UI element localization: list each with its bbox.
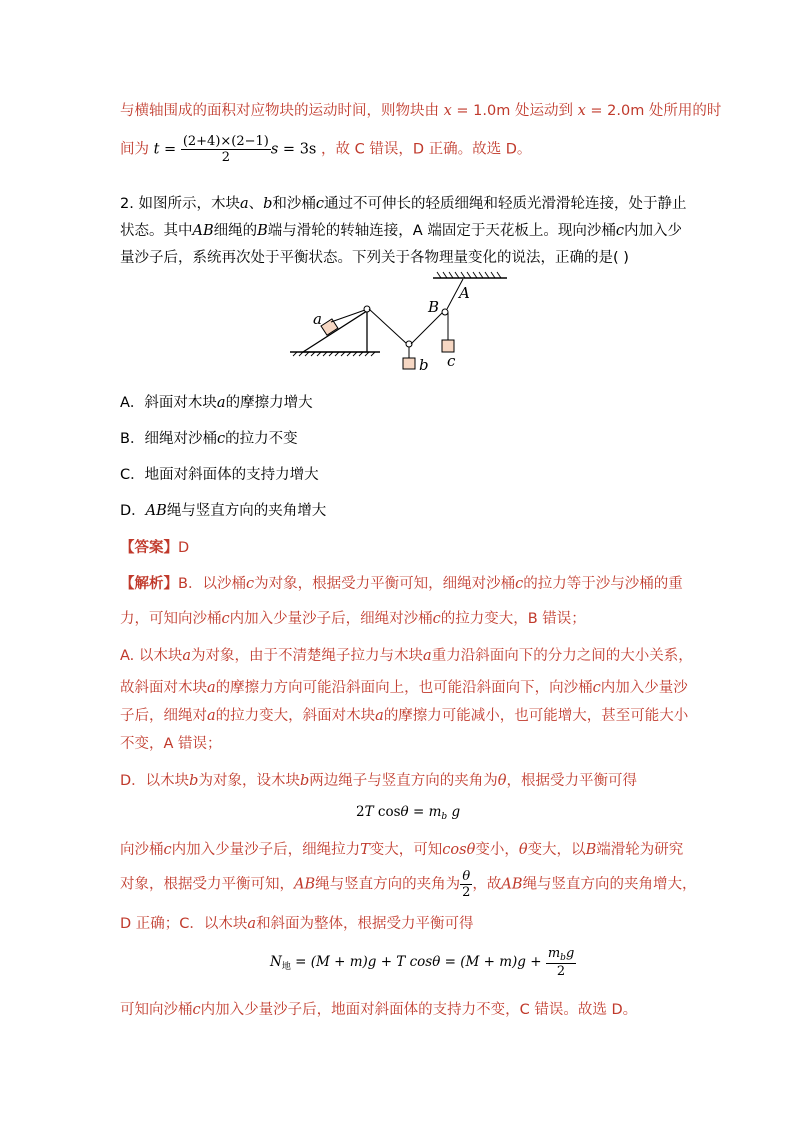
- var-T: T: [364, 804, 374, 820]
- fraction-theta-half: [460, 869, 472, 900]
- text: 的拉力不变: [225, 431, 298, 447]
- var: θ: [518, 842, 528, 858]
- text: 绳与竖直方向的夹角增大: [166, 503, 327, 519]
- var: AB: [145, 503, 167, 519]
- text: 、: [248, 196, 264, 212]
- text: 变大，以: [527, 842, 586, 858]
- text: 两边绳子与竖直方向的夹角为: [309, 773, 498, 789]
- text: 2. 如图所示，木块: [120, 196, 240, 212]
- text: C．地面对斜面体的支持力增大: [120, 467, 319, 483]
- var-t: t: [153, 141, 160, 158]
- var: cosθ: [442, 842, 476, 858]
- var: AB: [294, 876, 316, 893]
- text: = 1.0m 处运动到: [451, 103, 578, 119]
- subscript: b: [560, 953, 566, 963]
- text: 间为: [120, 141, 154, 158]
- option-c: [120, 463, 680, 484]
- text: 对象，根据受力平衡可知，: [120, 876, 294, 893]
- physics-figure: [285, 270, 515, 380]
- var: c: [615, 223, 624, 239]
- analysis-p1: [120, 572, 683, 593]
- equation-1: [356, 804, 460, 822]
- var: c: [515, 576, 524, 592]
- text: D．以木块: [120, 773, 190, 789]
- ceiling-hatch: [437, 272, 501, 278]
- var: c: [592, 680, 601, 696]
- rope-left: [369, 309, 407, 344]
- var: T: [360, 842, 370, 858]
- var: θ: [497, 773, 507, 789]
- label-b: b: [419, 356, 429, 374]
- var: a: [239, 196, 249, 212]
- equation-2: [270, 946, 576, 979]
- var: B: [585, 842, 597, 858]
- fraction: [181, 134, 271, 165]
- text: 故斜面对木块: [120, 680, 207, 696]
- text: ，根据受力平衡可得: [506, 773, 637, 789]
- text: = 2.0m 处所用的时: [585, 103, 722, 119]
- var: b: [299, 773, 310, 789]
- analysis-p9: [120, 869, 697, 900]
- answer-label: 【答案】: [120, 540, 178, 556]
- equals: =: [408, 804, 429, 820]
- var-g: g: [565, 946, 575, 961]
- text: B．细绳对沙桶: [120, 431, 217, 447]
- option-b: [120, 427, 680, 448]
- label-A: A: [459, 284, 470, 302]
- var: a: [207, 708, 216, 724]
- text: A．斜面对木块: [120, 395, 217, 411]
- text: 内加入少量沙: [600, 680, 688, 696]
- answer-value: D: [178, 540, 190, 556]
- var: a: [207, 680, 216, 696]
- text: 内加入少量沙子后，细绳拉力: [171, 842, 361, 858]
- text: 的摩擦力方向可能沿斜面向上，也可能沿斜面向下，向沙桶: [215, 680, 593, 696]
- denominator: 2: [556, 964, 566, 979]
- text: D．: [120, 503, 146, 519]
- numerator: (2+4)×(2−1): [182, 134, 269, 149]
- analysis-p10: [120, 912, 680, 933]
- var-x: x: [443, 103, 452, 119]
- unit: s: [270, 141, 279, 158]
- var: c: [245, 576, 255, 592]
- text: 内加入少量沙子后，细绳对沙桶: [229, 611, 433, 627]
- var-N: N: [270, 954, 282, 970]
- var: AB: [501, 876, 523, 893]
- var: B: [257, 223, 268, 239]
- prev-solution-line-1: [120, 99, 722, 120]
- text: =: [159, 141, 181, 158]
- question-line-2: [120, 219, 680, 240]
- label-c: c: [447, 352, 456, 370]
- text: 状态。其中: [120, 223, 193, 239]
- text: 为对象，根据受力平衡可知，细绳对沙桶: [254, 576, 516, 592]
- text: 的拉力变大，斜面对木块: [215, 708, 376, 724]
- text: 向沙桶: [120, 842, 164, 858]
- var-g: g: [447, 804, 461, 820]
- analysis-label: 【解析】: [120, 576, 178, 592]
- denominator: 2: [462, 885, 471, 900]
- label-B: B: [428, 298, 440, 316]
- text: D 正确；C．以木块: [120, 916, 248, 932]
- text: 子后，细绳对: [120, 708, 207, 724]
- var: c: [221, 611, 230, 627]
- var: c: [216, 431, 226, 447]
- var: a: [375, 708, 384, 724]
- numerator: θ: [460, 869, 472, 885]
- var: c: [163, 842, 172, 858]
- analysis-p4: [120, 676, 688, 697]
- text: 绳与竖直方向的夹角增大，: [522, 876, 697, 893]
- block-a: [321, 319, 338, 335]
- text: 的拉力变大，B 错误；: [440, 611, 586, 627]
- text: 端与滑轮的转轴连接，A 端固定于天花板上。现向沙桶: [267, 223, 616, 239]
- var: a: [423, 648, 432, 664]
- text: 变大，可知: [369, 842, 443, 858]
- rope-right: [411, 312, 443, 344]
- var-x: x: [577, 103, 586, 119]
- subscript: 地: [281, 962, 291, 972]
- var-theta: θ: [400, 804, 409, 820]
- denominator: 2: [221, 150, 230, 165]
- text: 力，可知向沙桶: [120, 611, 222, 627]
- text: 的摩擦力可能减小，也可能增大，甚至可能大小: [383, 708, 689, 724]
- text: ，故: [472, 876, 502, 893]
- var: a: [182, 648, 192, 664]
- pulley-B: [442, 309, 448, 315]
- numerator: [546, 946, 576, 964]
- analysis-p2: [120, 607, 680, 628]
- cos: cos: [373, 804, 401, 820]
- text: A. 以木块: [120, 648, 183, 664]
- option-a: [120, 391, 680, 412]
- analysis-p11: [120, 998, 680, 1019]
- text: 为对象，设木块: [198, 773, 300, 789]
- text: ，故 C 错误，D 正确。故选 D。: [316, 141, 532, 158]
- text: B．以沙桶: [178, 576, 246, 592]
- coef: 2: [356, 804, 365, 820]
- text: 与横轴围成的面积对应物块的运动时间，则物块由: [120, 103, 444, 119]
- text: 和沙桶: [272, 196, 316, 212]
- var: c: [315, 196, 325, 212]
- answer: [120, 536, 680, 557]
- var: b: [189, 773, 199, 789]
- analysis-p8: [120, 838, 684, 859]
- var-m: m: [547, 946, 561, 961]
- question-line-3: 量沙子后，系统再次处于平衡状态。下列关于各物理量变化的说法，正确的是( ): [120, 250, 629, 266]
- var: c: [192, 1002, 201, 1018]
- var-m: m: [428, 804, 442, 820]
- bucket-c: [442, 340, 454, 352]
- analysis-p7: [120, 769, 680, 790]
- text: 内加入少量沙子后，地面对斜面体的支持力不变，C 错误。故选 D。: [200, 1002, 638, 1018]
- text: 绳与竖直方向的夹角为: [315, 876, 461, 893]
- var: c: [432, 611, 441, 627]
- analysis-p5: [120, 704, 689, 725]
- text: 内加入少: [623, 223, 682, 239]
- analysis-p6: 不变，A 错误；: [120, 736, 222, 752]
- expression: = (M + m)g + T cosθ = (M + m)g +: [290, 954, 546, 970]
- var: a: [247, 916, 257, 932]
- text: 变小，: [475, 842, 519, 858]
- block-b: [403, 358, 415, 369]
- text: 的拉力等于沙与沙桶的重: [523, 576, 683, 592]
- text: 和斜面为整体，根据受力平衡可得: [256, 916, 474, 932]
- var: b: [263, 196, 273, 212]
- var: a: [216, 395, 226, 411]
- text: 端滑轮为研究: [596, 842, 684, 858]
- question-line-1: [120, 192, 687, 213]
- prev-solution-line-2: [120, 134, 680, 165]
- var: AB: [192, 223, 214, 239]
- text: 细绳的: [213, 223, 258, 239]
- text: 重力沿斜面向下的分力之间的大小关系，: [431, 648, 693, 664]
- fraction-mbg-half: [546, 946, 576, 979]
- text: 通过不可伸长的轻质细绳和轻质光滑滑轮连接，处于静止: [324, 196, 687, 212]
- option-d: [120, 499, 680, 520]
- text: 的摩擦力增大: [225, 395, 313, 411]
- result: = 3s: [278, 141, 317, 158]
- subscript: b: [441, 812, 448, 822]
- text: 为对象，由于不清楚绳子拉力与木块: [191, 648, 424, 664]
- label-a: a: [313, 310, 322, 328]
- text: 可知向沙桶: [120, 1002, 193, 1018]
- analysis-p3: [120, 644, 693, 665]
